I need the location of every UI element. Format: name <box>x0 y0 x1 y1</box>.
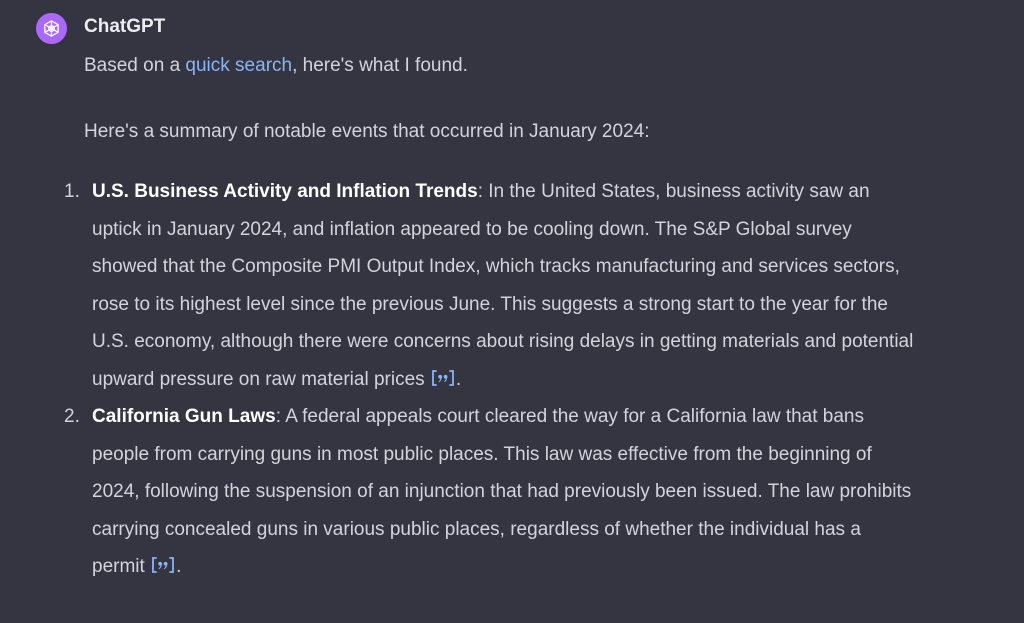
citation-button[interactable] <box>430 368 456 387</box>
quote-citation-icon <box>431 369 455 387</box>
list-item-title: California Gun Laws <box>92 406 276 427</box>
list-item-text: : In the United States, business activity saw an uptick in January 2024, and inflation appeared to be cooling down. The S&P Global survey showed that the Composite PMI Output Index, which tracks manufacturing and services sectors, rose to its highest level since the previous June. This suggests a strong start to the year for the U.S. economy, although there were concerns about rising delays in getting materials and potential upward pressure on raw material prices <box>92 181 914 390</box>
summary-line: Here's a summary of notable events that occurred in January 2024: <box>84 120 650 142</box>
assistant-avatar <box>36 13 67 44</box>
message-author: ChatGPT <box>84 16 166 37</box>
quote-citation-icon <box>151 556 175 574</box>
list-item-end: . <box>455 368 462 390</box>
openai-logo-icon <box>41 18 62 39</box>
intro-prefix: Based on a <box>84 55 186 76</box>
list-item <box>64 398 914 586</box>
list-item-text: : A federal appeals court cleared the way for a California law that bans people from carrying guns in most public places. This law was effective from the beginning of 2024, following the suspension of an injunction that had previously been issued. The law prohibits carrying concealed guns in various public places, regardless of whether the individual has a permit <box>92 406 912 577</box>
message-content <box>64 47 914 586</box>
list-item <box>64 173 914 398</box>
list-item-title: U.S. Business Activity and Inflation Trends <box>92 181 478 202</box>
search-intro <box>84 47 914 85</box>
intro-suffix: , here's what I found. <box>292 55 468 76</box>
list-item-end: . <box>176 556 182 577</box>
citation-button[interactable] <box>150 556 176 575</box>
events-list <box>64 173 914 586</box>
list-item-number: 1. <box>64 181 80 202</box>
list-item-number: 2. <box>64 406 80 427</box>
quick-search-link[interactable]: quick search <box>185 55 293 76</box>
